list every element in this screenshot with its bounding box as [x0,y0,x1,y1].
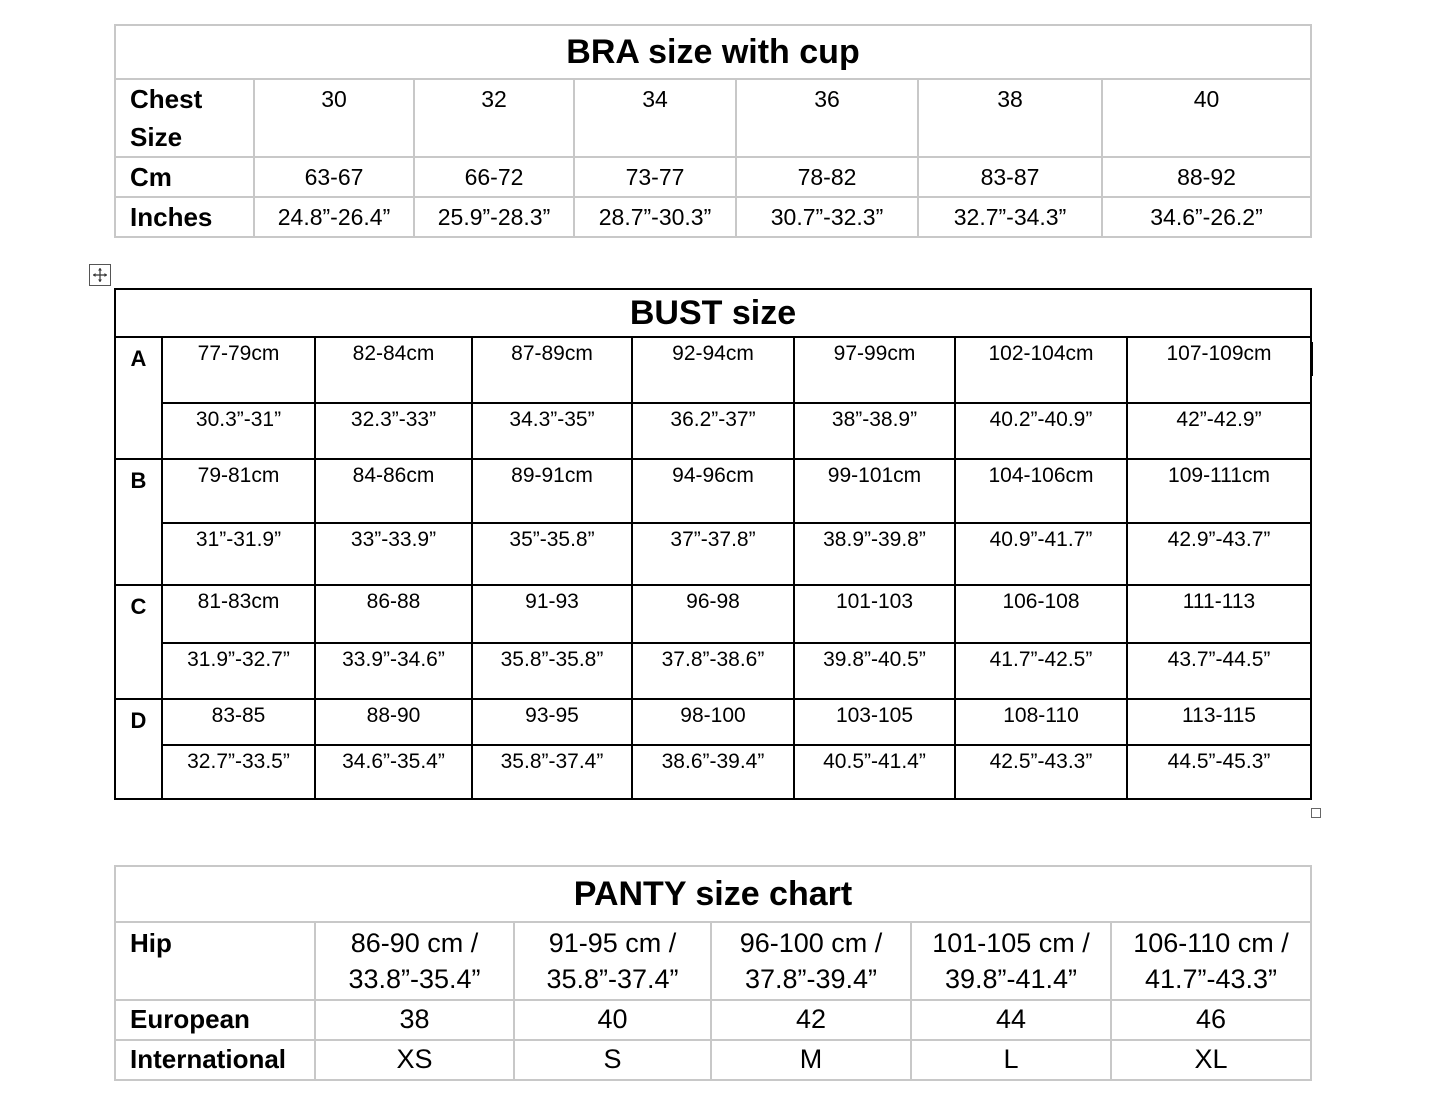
table-cell: 83-85 [162,699,315,745]
table-row [115,643,1311,699]
table-cell: 25.9”-28.3” [414,197,574,237]
hip-inches: 37.8”-39.4” [744,964,878,994]
table-row [115,523,1311,585]
table-cell: 28.7”-30.3” [574,197,736,237]
table-cell: 35.8”-37.4” [472,745,632,799]
text-cursor [1311,342,1313,376]
table-cell: 87-89cm [472,337,632,403]
table-cell: 93-95 [472,699,632,745]
table-cell: 37”-37.8” [632,523,794,585]
table-cell: 79-81cm [162,459,315,523]
table-cell: 84-86cm [315,459,472,523]
hip-inches: 33.8”-35.4” [348,964,481,994]
row-header: Cm [115,157,254,197]
table-cell: 40.9”-41.7” [955,523,1127,585]
table-cell: 107-109cm [1127,337,1311,403]
table-cell: 102-104cm [955,337,1127,403]
table-cell: 109-111cm [1127,459,1311,523]
table-cell: 42 [711,1000,911,1040]
table-cell: M [711,1040,911,1080]
table-cell: 92-94cm [632,337,794,403]
table-cell: 39.8”-40.5” [794,643,955,699]
table-cell: 40 [1102,79,1311,157]
hip-cm: 101-105 cm / [932,928,1090,958]
table-cell: 44.5”-45.3” [1127,745,1311,799]
table-cell: 36.2”-37” [632,403,794,459]
panty-size-table [114,865,1312,1081]
table-cell: 31”-31.9” [162,523,315,585]
cup-letter-a: A [115,337,162,459]
table-cell: 30.7”-32.3” [736,197,918,237]
table-row [115,699,1311,745]
table-cell: 33”-33.9” [315,523,472,585]
table-cell: 32.3”-33” [315,403,472,459]
table-cell: 37.8”-38.6” [632,643,794,699]
hip-cm: 96-100 cm / [739,928,883,958]
table-cell: 34.6”-26.2” [1102,197,1311,237]
table-row [115,157,1311,197]
table-cell: 113-115 [1127,699,1311,745]
table-cell: 111-113 [1127,585,1311,643]
table-cell: 38 [918,79,1102,157]
table-row [115,922,1311,1000]
table-cell: L [911,1040,1111,1080]
table-row [115,459,1311,523]
table-cell: 30 [254,79,414,157]
table-cell: XS [315,1040,514,1080]
hip-cm: 106-110 cm / [1133,928,1289,958]
table-cell: 38 [315,1000,514,1040]
table-cell: 101-103 [794,585,955,643]
table-cell: 38”-38.9” [794,403,955,459]
table-cell: 104-106cm [955,459,1127,523]
hip-inches: 35.8”-37.4” [546,964,679,994]
table-move-handle[interactable] [89,264,111,286]
table-cell: 35.8”-35.8” [472,643,632,699]
table-row [115,403,1311,459]
table-cell: 81-83cm [162,585,315,643]
table-cell: 78-82 [736,157,918,197]
table-cell: 96-98 [632,585,794,643]
table-cell: 32.7”-33.5” [162,745,315,799]
table-row [115,197,1311,237]
cup-letter-c: C [115,585,162,699]
table-cell: 89-91cm [472,459,632,523]
table-cell: S [514,1040,711,1080]
table-cell: 33.9”-34.6” [315,643,472,699]
bust-table-title: BUST size [115,289,1311,337]
table-cell: 82-84cm [315,337,472,403]
table-cell: 34.3”-35” [472,403,632,459]
table-cell: 88-92 [1102,157,1311,197]
table-cell: 31.9”-32.7” [162,643,315,699]
table-cell: 24.8”-26.4” [254,197,414,237]
table-cell: 40.5”-41.4” [794,745,955,799]
table-cell: 41.7”-42.5” [955,643,1127,699]
table-cell: 42”-42.9” [1127,403,1311,459]
table-cell: 44 [911,1000,1111,1040]
table-cell: 34.6”-35.4” [315,745,472,799]
move-arrows-icon [92,267,108,283]
bra-table-title: BRA size with cup [115,25,1311,79]
table-cell: 46 [1111,1000,1311,1040]
hip-inches: 41.7”-43.3” [1144,964,1278,994]
table-cell: 42.9”-43.7” [1127,523,1311,585]
resize-square-icon[interactable] [1311,808,1321,818]
table-row [115,585,1311,643]
table-cell [514,922,711,1000]
table-cell [711,922,911,1000]
table-cell: 99-101cm [794,459,955,523]
table-cell: 108-110 [955,699,1127,745]
row-header: Chest Size [115,79,254,157]
table-cell: 36 [736,79,918,157]
table-row [115,79,1311,157]
hip-cm: 86-90 cm / [350,928,479,958]
table-cell: XL [1111,1040,1311,1080]
table-cell [1111,922,1311,1000]
row-header: European [115,1000,315,1040]
row-header: Inches [115,197,254,237]
table-cell: 83-87 [918,157,1102,197]
row-header: International [115,1040,315,1080]
table-row [115,1040,1311,1080]
table-cell: 40.2”-40.9” [955,403,1127,459]
table-cell: 94-96cm [632,459,794,523]
table-cell: 30.3”-31” [162,403,315,459]
table-cell: 35”-35.8” [472,523,632,585]
cup-letter-b: B [115,459,162,585]
hip-cm: 91-95 cm / [548,928,677,958]
panty-table-title: PANTY size chart [115,866,1311,922]
table-cell [911,922,1111,1000]
table-cell: 43.7”-44.5” [1127,643,1311,699]
table-cell: 97-99cm [794,337,955,403]
bust-size-table [114,288,1312,800]
table-cell [315,922,514,1000]
table-cell: 32.7”-34.3” [918,197,1102,237]
table-cell: 66-72 [414,157,574,197]
table-cell: 73-77 [574,157,736,197]
row-header: Hip [115,922,315,1000]
table-cell: 91-93 [472,585,632,643]
table-cell: 42.5”-43.3” [955,745,1127,799]
bra-size-table [114,24,1312,238]
table-cell: 98-100 [632,699,794,745]
table-cell: 77-79cm [162,337,315,403]
cup-letter-d: D [115,699,162,799]
table-cell: 34 [574,79,736,157]
table-cell: 63-67 [254,157,414,197]
table-row [115,337,1311,403]
table-row [115,745,1311,799]
hip-inches: 39.8”-41.4” [944,964,1078,994]
table-cell: 86-88 [315,585,472,643]
table-row [115,1000,1311,1040]
table-cell: 40 [514,1000,711,1040]
table-cell: 103-105 [794,699,955,745]
table-cell: 38.6”-39.4” [632,745,794,799]
table-cell: 32 [414,79,574,157]
table-cell: 88-90 [315,699,472,745]
table-cell: 106-108 [955,585,1127,643]
table-cell: 38.9”-39.8” [794,523,955,585]
